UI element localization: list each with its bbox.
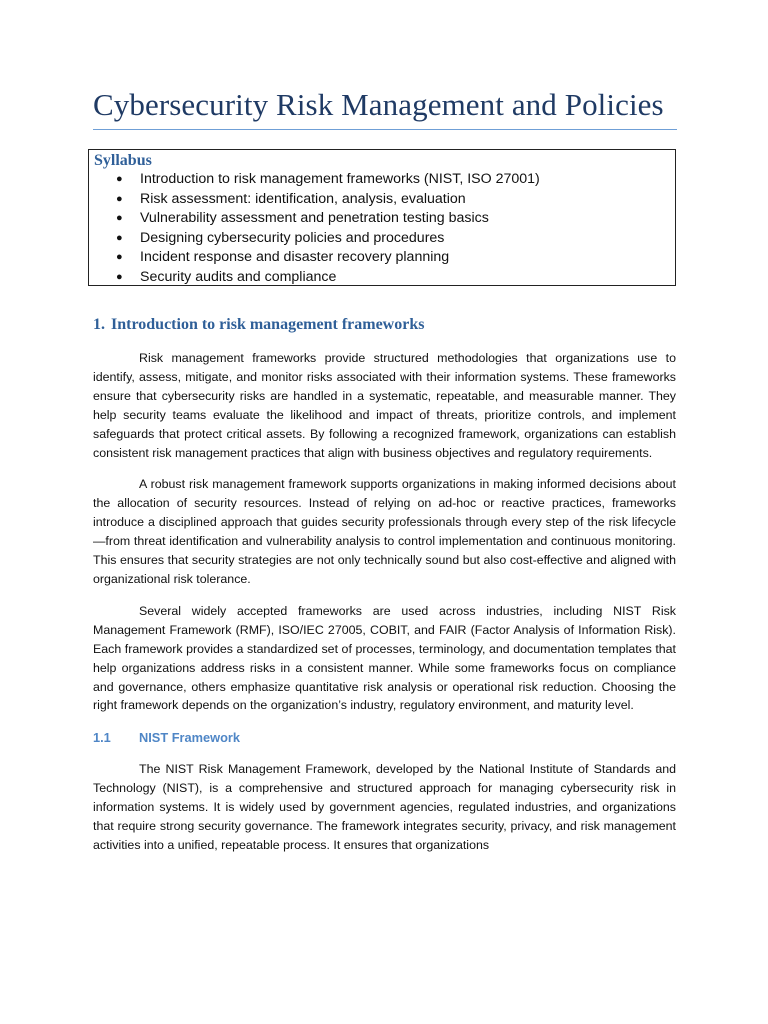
syllabus-item (94, 229, 670, 249)
syllabus-item-text: Risk assessment: identification, analysis, evaluation (140, 190, 466, 207)
syllabus-item-text: Vulnerability assessment and penetration testing basics (140, 210, 489, 226)
subsection-heading (93, 729, 676, 747)
syllabus-item-text: Security audits and compliance (140, 268, 337, 285)
syllabus-item (94, 248, 670, 268)
syllabus-item (94, 170, 670, 190)
paragraph: The NIST Risk Management Framework, developed by the National Institute of Standards and Technology (NIST), is a comprehensive and structured approach for managing cybersecurity risk in information systems. It is widely used by government agencies, regulated industries, and organizations that require strong security governance. The framework integrates security, privacy, and risk management activities into a unified, repeatable process. It ensures that organizations (93, 762, 676, 852)
bullet-icon: ● (116, 251, 123, 263)
syllabus-box (88, 149, 676, 286)
title-divider (93, 129, 677, 130)
syllabus-heading: Syllabus (94, 152, 152, 169)
section-title: Introduction to risk management frameworks (111, 316, 425, 333)
subsection-title: NIST Framework (139, 730, 240, 746)
syllabus-item-text: Introduction to risk management frameworks (NIST, ISO 27001) (140, 171, 540, 187)
section-heading (93, 315, 676, 335)
syllabus-item-text: Designing cybersecurity policies and procedures (140, 229, 445, 246)
section-number: 1. (93, 316, 105, 333)
document-title: Cybersecurity Risk Management and Policies (93, 87, 664, 122)
syllabus-item (94, 209, 670, 229)
paragraph: Risk management frameworks provide structured methodologies that organizations use to identify, assess, mitigate, and monitor risks associated with their information systems. These frameworks ensure that cybersecurity risks are handled in a systematic, repeatable, and measurable manner. They help security teams evaluate the likelihood and impact of threats, prioritize controls, and implement safeguards that protect critical assets. By following a recognized framework, organizations can establish consistent risk management practices that align with business objectives and regulatory requirements. (93, 351, 676, 460)
syllabus-item-text: Incident response and disaster recovery planning (140, 249, 450, 265)
syllabus-list (94, 170, 670, 287)
bullet-icon: ● (116, 270, 123, 283)
paragraph: A robust risk management framework supports organizations in making informed decisions about the allocation of security resources. Instead of relying on ad-hoc or reactive practices, frameworks introduce a disciplined approach that guides security professionals through every step of the risk lifecycle—from threat identification and vulnerability analysis to control implementation and continuous monitoring. This ensures that security strategies are not only technically sound but also cost-effective and aligned with organizational risk tolerance. (93, 477, 676, 586)
subsection-number: 1.1 (93, 730, 111, 746)
bullet-icon: ● (116, 173, 123, 185)
paragraph: Several widely accepted frameworks are used across industries, including NIST Risk Management Framework (RMF), ISO/IEC 27005, COBIT, and FAIR (Factor Analysis of Information Risk). Each framework provides a standardized set of processes, terminology, and documentation templates that help organizations address risks in a consistent manner. While some frameworks focus on compliance and governance, others emphasize quantitative risk analysis or operational risk reduction. Choosing the right framework depends on the organization’s industry, regulatory environment, and maturity level. (93, 603, 676, 713)
syllabus-item (94, 268, 670, 288)
bullet-icon: ● (116, 212, 123, 224)
bullet-icon: ● (116, 231, 123, 244)
syllabus-item (94, 190, 670, 210)
bullet-icon: ● (116, 192, 123, 205)
document-page (93, 0, 676, 855)
